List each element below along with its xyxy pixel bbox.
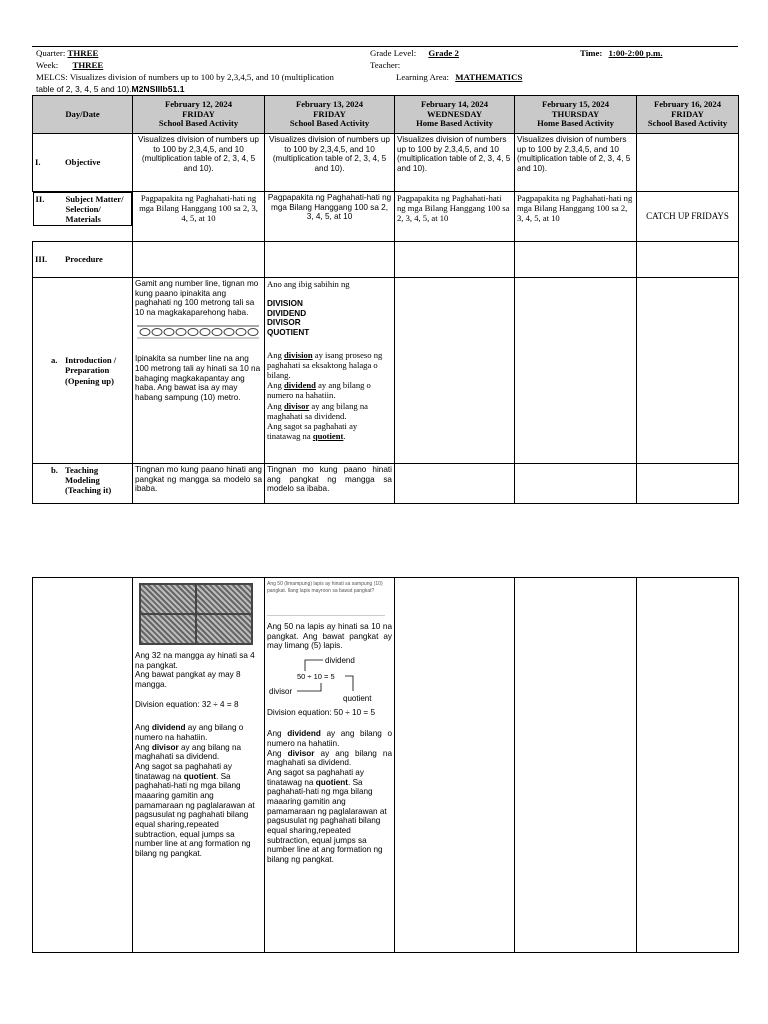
divisor-def: Ang divisor ay ang bilang na maghahati sa dividend. xyxy=(267,400,368,421)
melcs-code: M2NSIIIb51.1 xyxy=(131,84,185,94)
pencil-quotient-def: Ang sagot sa paghahati ay tinatawag na quotient. Sa paghahati-hati ng mga bilang maaaring gamitin ang pamamaraan ng paglalarawan at pagsusulat ng paghahati bilang equal sharing,repeated subtraction, equal jumps sa number line at ang formation ng bilang ng pangkat. xyxy=(267,768,387,865)
week-label: Week: xyxy=(36,60,59,70)
area-line xyxy=(396,73,522,82)
objective-cell-2: Visualizes division of numbers up to 100 by 2,3,4,5, and 10 (multiplication table of 2, 3, 4, 5 and 10). xyxy=(265,134,395,192)
week-value: THREE xyxy=(72,60,104,70)
objective-row xyxy=(33,134,739,192)
melcs-text: MELCS: Visualizes division of numbers up to 100 by 2,3,4,5, and 10 (multiplication xyxy=(36,72,334,82)
intro-c1-text-2: Ipinakita sa number line na ang 100 metrong tali ay hinati sa 10 na bahaging magkakapantay ang haba. Ang bawat isa ay may habang sampung (10) metro. xyxy=(135,354,261,403)
pencil-equation: Division equation: 50 ÷ 10 = 5 xyxy=(267,707,376,717)
quarter-value: THREE xyxy=(67,48,99,58)
intro-question: Ano ang ibig sabihin ng xyxy=(267,279,350,289)
diagram-quotient-label: quotient xyxy=(343,694,372,704)
top-rule xyxy=(32,46,738,47)
mango-text-2: Ang bawat pangkat ay may 8 mangga. xyxy=(135,670,241,690)
grade-value: Grade 2 xyxy=(428,48,459,58)
day-header-4: February 15, 2024 THURSDAY Home Based Activity xyxy=(515,96,637,134)
intro-cell-1 xyxy=(133,278,265,464)
daydate-header: Day/Date xyxy=(33,96,133,134)
pencil-dividend-def: Ang dividend ay ang bilang o numero na hahatiin. xyxy=(267,729,393,749)
intro-row xyxy=(33,278,739,464)
grade-line xyxy=(370,49,459,58)
diagram-divisor-label: divisor xyxy=(269,687,293,697)
quarter-label: Quarter: xyxy=(36,48,66,58)
lesson-plan-table-page-2 xyxy=(32,577,738,953)
quarter-line xyxy=(36,49,98,58)
subject-cell-5: CATCH UP FRIDAYS xyxy=(637,192,739,242)
melcs-text-2: table of 2, 3, 4, 5 and 10). xyxy=(36,84,132,94)
number-line-figure xyxy=(135,320,261,350)
objective-cell-3: Visualizes division of numbers up to 100 by 2,3,4,5, and 10 (multiplication table of 2, 3, 4, 5 and 10). xyxy=(395,134,515,192)
area-value: MATHEMATICS xyxy=(455,72,523,82)
subject-label: II. Subject Matter/ Selection/ Materials xyxy=(33,192,133,226)
terms-list: DIVISION DIVIDEND DIVISOR QUOTIENT xyxy=(267,299,310,338)
subject-row xyxy=(33,192,739,242)
grade-label: Grade Level: xyxy=(370,48,417,58)
intro-cell-2 xyxy=(265,278,395,464)
mango-dividend-def: Ang dividend ay ang bilang o numero na hahatiin. xyxy=(135,723,244,743)
day-header-3: February 14, 2024 WEDNESDAY Home Based Activity xyxy=(395,96,515,134)
dividend-def: Ang dividend ay ang bilang o numero na hahatiin. xyxy=(267,380,371,401)
procedure-row xyxy=(33,242,739,278)
pencil-cell xyxy=(265,578,395,953)
subject-cell-4: Pagpapakita ng Paghahati-hati ng mga Bilang Hanggang 100 sa 2, 3, 4, 5, at 10 xyxy=(515,192,637,242)
subject-cell-2: Pagpapakita ng Paghahati-hati ng mga Bilang Hanggang 100 sa 2, 3, 4, 5, at 10 xyxy=(265,192,395,242)
intro-label: a. Introduction / Preparation (Opening up) xyxy=(33,278,133,464)
teacher-label: Teacher: xyxy=(370,60,401,70)
time-label: Time: xyxy=(580,48,603,58)
objective-label: I. Objective xyxy=(33,134,133,192)
diagram-dividend-label: dividend xyxy=(325,656,355,666)
mango-divisor-def: Ang divisor ay ang bilang na maghahati sa dividend. xyxy=(135,742,242,762)
day-header-2: February 13, 2024 FRIDAY School Based Activity xyxy=(265,96,395,134)
lesson-plan-table-page-1 xyxy=(32,95,738,504)
objective-cell-5 xyxy=(637,134,739,192)
time-value: 1:00-2:00 p.m. xyxy=(608,48,663,58)
objective-cell-1: Visualizes division of numbers up to 100 by 2,3,4,5, and 10 (multiplication table of 2, 3, 4, 5 and 10). xyxy=(133,134,265,192)
pencil-text: Ang 50 na lapis ay hinati sa 10 na pangkat. Ang bawat pangkat ay may limang (5) lapis. xyxy=(267,622,392,651)
pencil-question-image: Ang 50 (limampung) lapis ay hinati sa sampung (10) pangkat. Ilang lapis mayroon sa bawat pangkat? xyxy=(267,581,385,616)
mango-cell xyxy=(133,578,265,953)
area-label: Learning Area: xyxy=(396,72,450,82)
day-header-1: February 12, 2024 FRIDAY School Based Activity xyxy=(133,96,265,134)
mango-quotient-def: Ang sagot sa paghahati ay tinatawag na quotient. Sa paghahati-hati ng mga bilang maaaring gamitin ang pamamaraan ng paglalarawan at pagsusulat ng paghahati bilang equal sharing,repeated subtraction, equal jumps sa number line at ang formation ng bilang ng pangkat. xyxy=(135,762,255,859)
mango-equation: Division equation: 32 ÷ 4 = 8 xyxy=(135,699,239,709)
melcs-line xyxy=(36,73,334,82)
diagram-expression: 50 ÷ 10 = 5 xyxy=(297,672,335,682)
teaching-label: b. Teaching Modeling (Teaching it) xyxy=(33,464,133,504)
time-line xyxy=(580,49,663,58)
quotient-def: Ang sagot sa paghahati ay tinatawag na quotient. xyxy=(267,420,358,441)
mango-text-1: Ang 32 na mangga ay hinati sa 4 na pangkat. xyxy=(135,651,255,670)
subject-cell-3: Pagpapakita ng Paghahati-hati ng mga Bilang Hanggang 100 sa 2, 3, 4, 5, at 10 xyxy=(395,192,515,242)
day-header-5: February 16, 2024 FRIDAY School Based Activity xyxy=(637,96,739,134)
procedure-label: III. Procedure xyxy=(33,242,133,278)
teacher-line xyxy=(370,61,400,70)
subject-cell-1: Pagpapakita ng Paghahati-hati ng mga Bilang Hanggang 100 sa 2, 3, 4, 5, at 10 xyxy=(133,192,265,242)
teaching-cell-2: Tingnan mo kung paano hinati ang pangkat ng mangga sa modelo sa ibaba. xyxy=(265,464,395,504)
melcs-line-2 xyxy=(36,85,184,94)
intro-c1-text: Gamit ang number line, tignan mo kung paano ipinakita ang paghahati ng 100 metrong tali sa 10 na magkakaparehong haba. xyxy=(135,279,259,318)
pencil-divisor-def: Ang divisor ay ang bilang na maghahati sa dividend. xyxy=(267,748,393,768)
division-parts-diagram xyxy=(267,655,387,705)
division-def: Ang division ay isang proseso ng paghahati sa eksaktong halaga o bilang. xyxy=(267,349,383,381)
week-line xyxy=(36,61,103,70)
objective-cell-4: Visualizes division of numbers up to 100 by 2,3,4,5, and 10 (multiplication table of 2, 3, 4, 5 and 10). xyxy=(515,134,637,192)
mango-groups-image xyxy=(139,583,253,645)
teaching-continued-row xyxy=(33,578,739,953)
teaching-cell-1: Tingnan mo kung paano hinati ang pangkat ng mangga sa modelo sa ibaba. xyxy=(133,464,265,504)
teaching-row xyxy=(33,464,739,504)
